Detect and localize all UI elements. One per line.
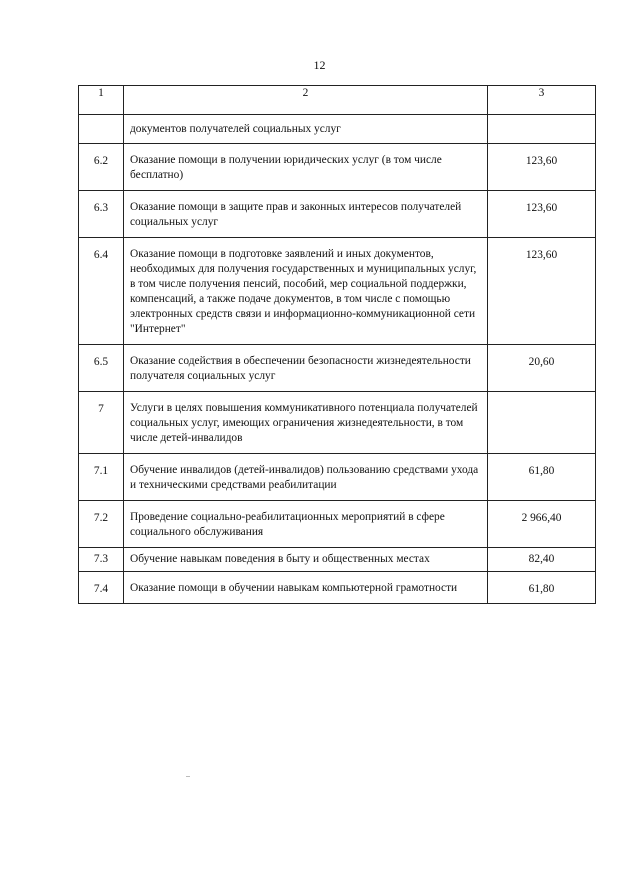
service-price: 123,60 [488, 191, 596, 238]
table-header-row [79, 86, 596, 115]
service-description: Оказание помощи в обучении навыкам компьютерной грамотности [124, 572, 488, 604]
row-number: 7.2 [79, 501, 124, 548]
table-row [79, 115, 596, 144]
table-row [79, 548, 596, 572]
table-row [79, 144, 596, 191]
service-price: 2 966,40 [488, 501, 596, 548]
table-row [79, 454, 596, 501]
service-description: Оказание помощи в подготовке заявлений и иных документов, необходимых для получения государственных и муниципальных услуг, в том числе получения пенсий, пособий, мер социальной поддержки, компенсаций, а также подаче документов, в том числе с помощью электронных средств связи и информационно-коммуникационной сети "Интернет" [124, 238, 488, 345]
row-number: 6.5 [79, 345, 124, 392]
row-number: 6.3 [79, 191, 124, 238]
service-price [488, 115, 596, 144]
service-price: 123,60 [488, 144, 596, 191]
service-description: Обучение инвалидов (детей-инвалидов) пользованию средствами ухода и техническими средствами реабилитации [124, 454, 488, 501]
row-number: 7.3 [79, 548, 124, 572]
table-row [79, 392, 596, 454]
service-description: Обучение навыкам поведения в быту и общественных местах [124, 548, 488, 572]
row-number: 6.2 [79, 144, 124, 191]
table-row [79, 191, 596, 238]
service-price: 61,80 [488, 572, 596, 604]
table-row [79, 238, 596, 345]
row-number [79, 115, 124, 144]
table-row [79, 501, 596, 548]
service-description: Оказание помощи в получении юридических услуг (в том числе бесплатно) [124, 144, 488, 191]
service-description: Оказание помощи в защите прав и законных интересов получателей социальных услуг [124, 191, 488, 238]
table-row [79, 345, 596, 392]
column-header-1: 1 [79, 86, 124, 115]
row-number: 6.4 [79, 238, 124, 345]
service-description: Услуги в целях повышения коммуникативного потенциала получателей социальных услуг, имеющих ограничения жизнедеятельности, в том числе детей-инвалидов [124, 392, 488, 454]
scan-speck [186, 776, 190, 777]
service-price: 20,60 [488, 345, 596, 392]
column-header-3: 3 [488, 86, 596, 115]
row-number: 7 [79, 392, 124, 454]
page-number: 12 [313, 58, 326, 72]
service-description: Проведение социально-реабилитационных мероприятий в сфере социального обслуживания [124, 501, 488, 548]
row-number: 7.1 [79, 454, 124, 501]
service-price [488, 392, 596, 454]
service-price: 82,40 [488, 548, 596, 572]
service-price: 61,80 [488, 454, 596, 501]
service-description: документов получателей социальных услуг [124, 115, 488, 144]
row-number: 7.4 [79, 572, 124, 604]
table-row [79, 572, 596, 604]
tariff-table [78, 85, 596, 604]
column-header-2: 2 [124, 86, 488, 115]
service-price: 123,60 [488, 238, 596, 345]
service-description: Оказание содействия в обеспечении безопасности жизнедеятельности получателя социальных услуг [124, 345, 488, 392]
